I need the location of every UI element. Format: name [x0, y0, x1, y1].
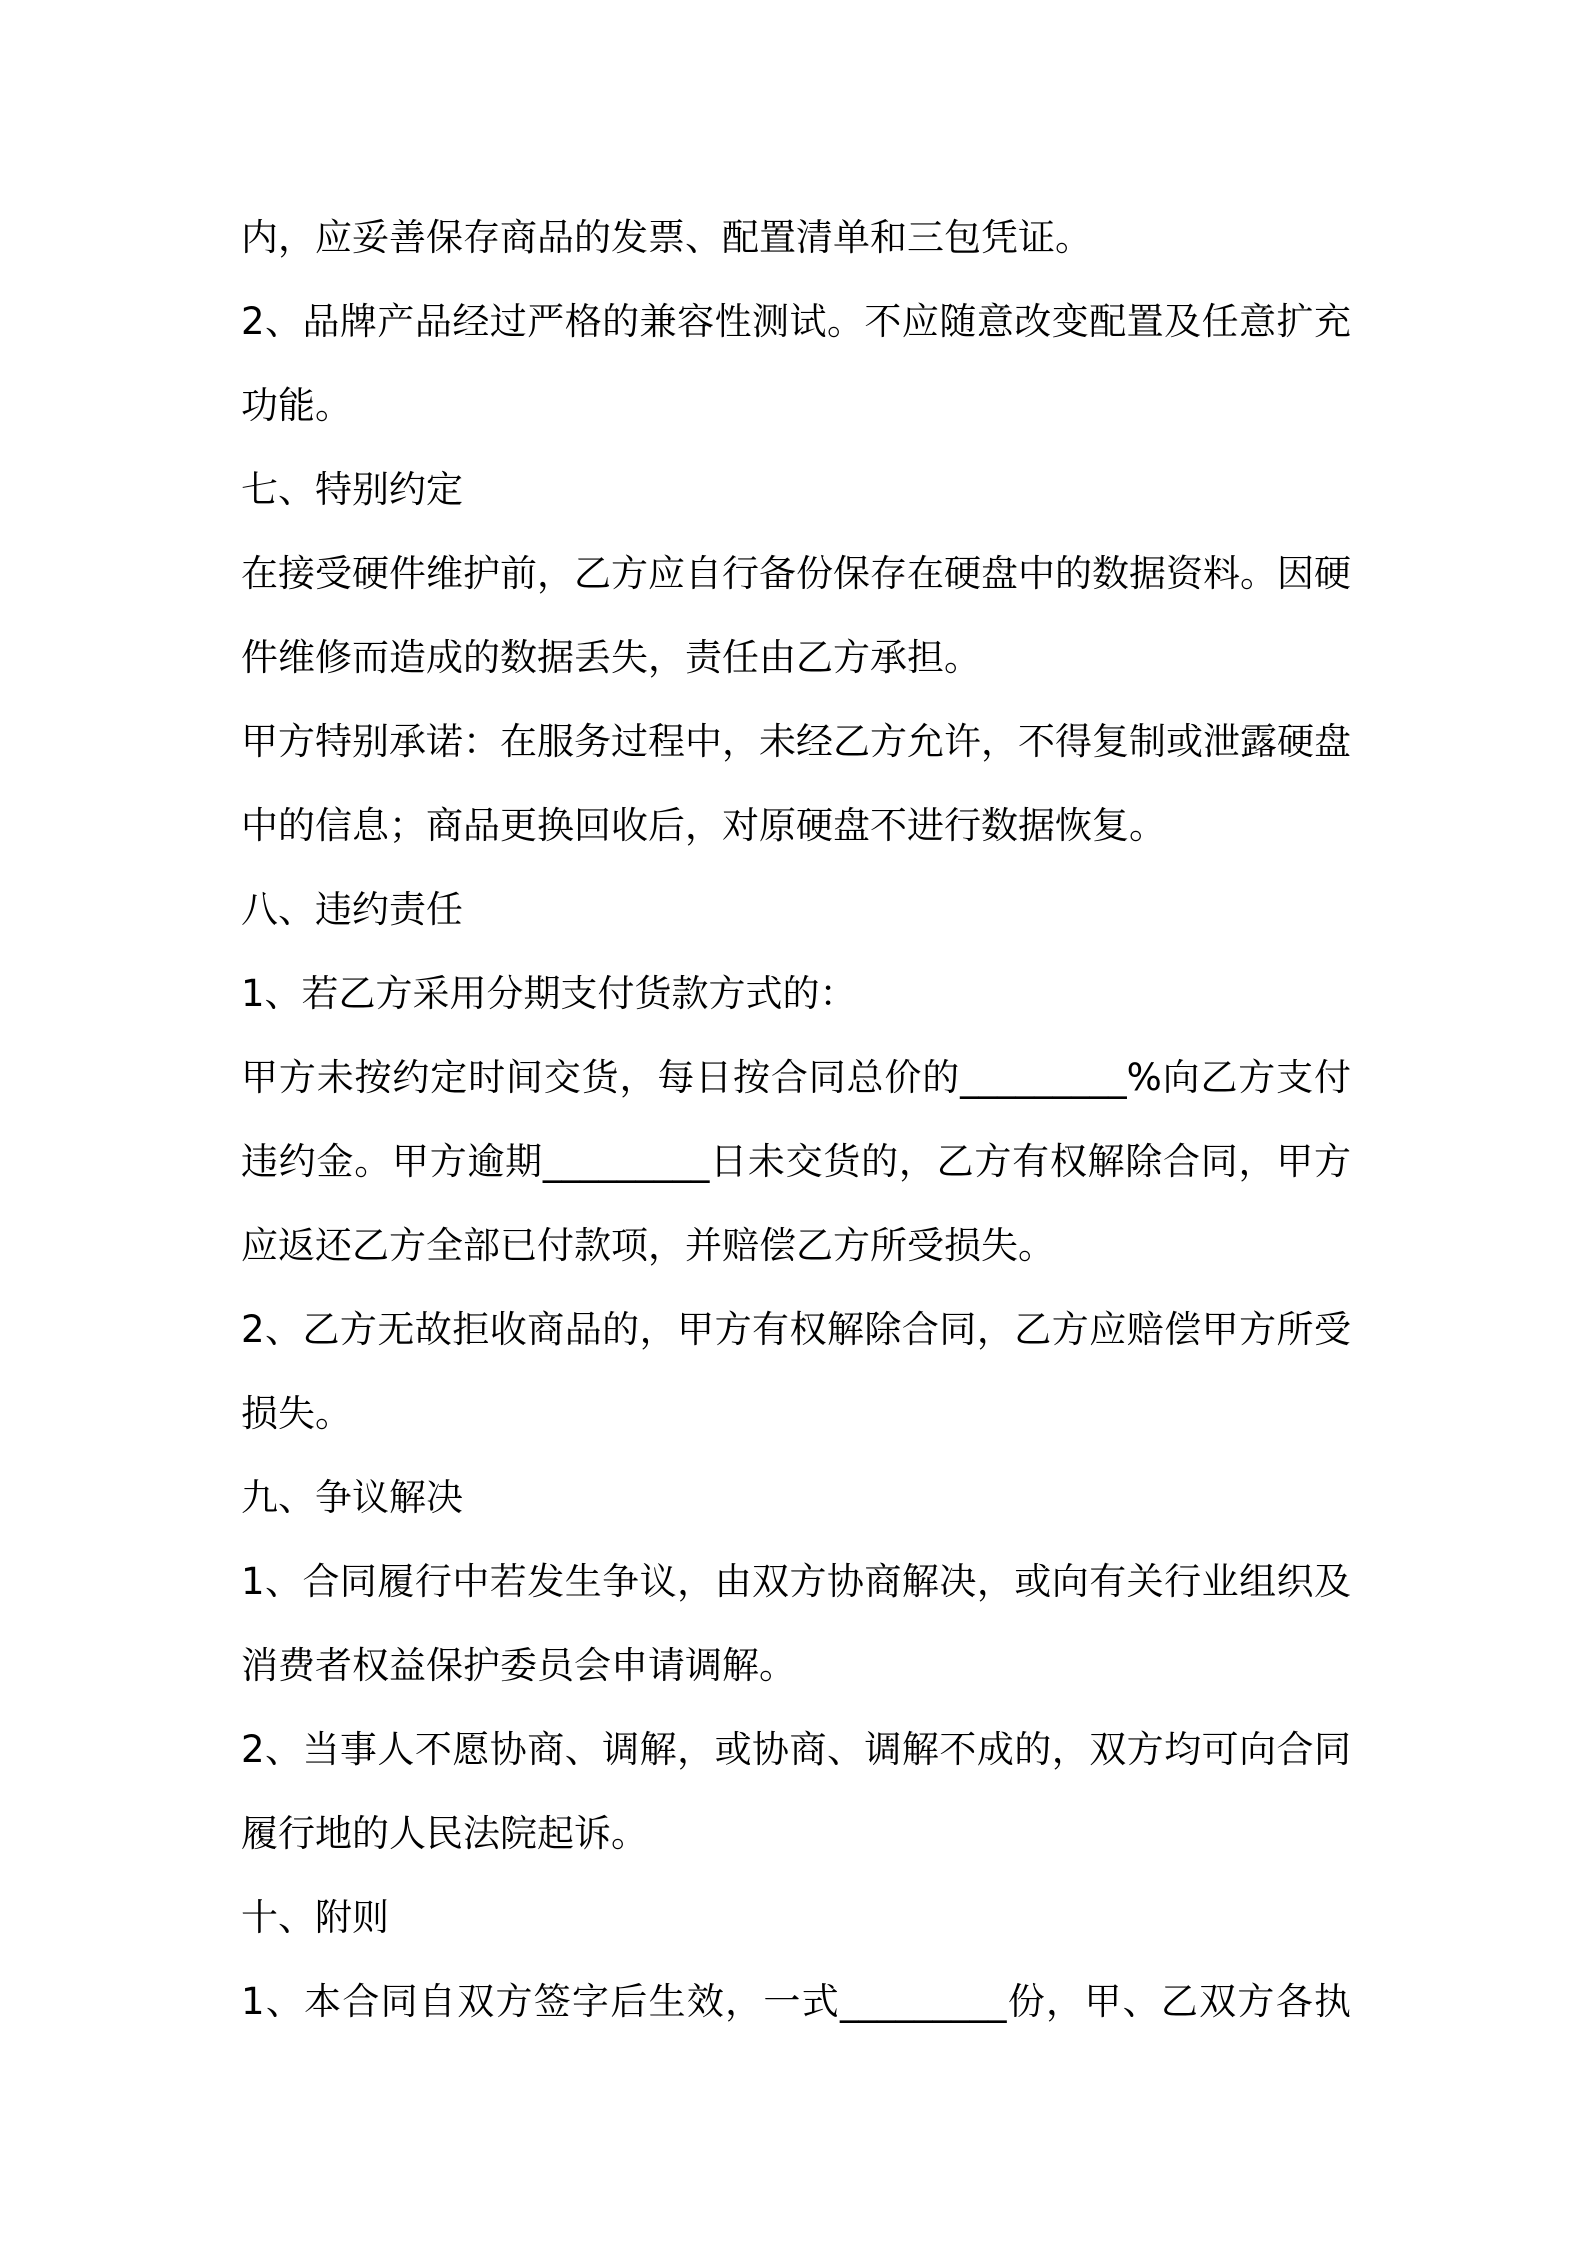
document-body [241, 196, 1351, 2044]
text-line: 1、若乙方采用分期支付货款方式的： [241, 972, 857, 1015]
text-line: 消费者权益保护委员会申请调解。 [241, 1644, 796, 1687]
section-heading-dispute: 九、争议解决 [241, 1476, 463, 1519]
text-line: 应返还乙方全部已付款项，并赔偿乙方所受损失。 [241, 1224, 1055, 1267]
text-line: 内，应妥善保存商品的发票、配置清单和三包凭证。 [241, 216, 1092, 259]
text-line: 1、合同履行中若发生争议，由双方协商解决，或向有关行业组织及 [241, 1560, 1351, 1603]
text-line: 履行地的人民法院起诉。 [241, 1812, 648, 1855]
text-line: 功能。 [241, 384, 352, 427]
text-line: 2、品牌产品经过严格的兼容性测试。不应随意改变配置及任意扩充 [241, 300, 1351, 343]
text-line: 2、乙方无故拒收商品的，甲方有权解除合同，乙方应赔偿甲方所受 [241, 1308, 1351, 1351]
text-line: 1、本合同自双方签字后生效，一式_________份，甲、乙双方各执 [241, 1980, 1351, 2023]
text-line: 2、当事人不愿协商、调解，或协商、调解不成的，双方均可向合同 [241, 1728, 1351, 1771]
text-line: 中的信息；商品更换回收后，对原硬盘不进行数据恢复。 [241, 804, 1166, 847]
text-line: 件维修而造成的数据丢失，责任由乙方承担。 [241, 636, 981, 679]
section-heading-special-terms: 七、特别约定 [241, 468, 463, 511]
text-line: 在接受硬件维护前，乙方应自行备份保存在硬盘中的数据资料。因硬 [241, 552, 1351, 595]
text-line: 违约金。甲方逾期_________日未交货的，乙方有权解除合同，甲方 [241, 1140, 1351, 1183]
section-heading-supplementary: 十、附则 [241, 1896, 389, 1939]
text-line: 损失。 [241, 1392, 352, 1435]
text-line: 甲方特别承诺：在服务过程中，未经乙方允许，不得复制或泄露硬盘 [241, 720, 1351, 763]
section-heading-liability: 八、违约责任 [241, 888, 463, 931]
text-line: 甲方未按约定时间交货，每日按合同总价的_________%向乙方支付 [241, 1056, 1351, 1099]
